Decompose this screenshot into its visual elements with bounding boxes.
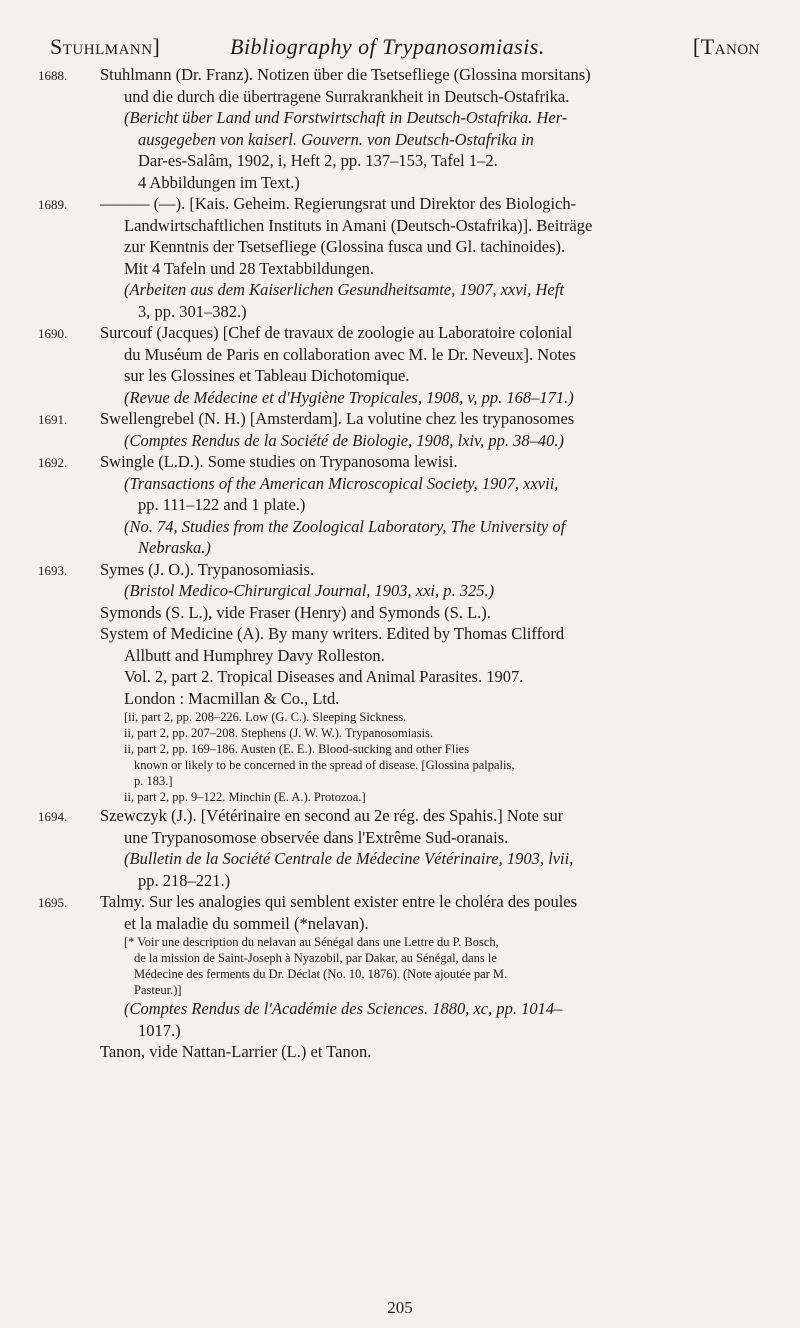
entry-line: Stuhlmann (Dr. Franz). Notizen über die Tsetsefliege (Glossina morsitans) (100, 65, 591, 84)
entry-note: Pasteur.)] (134, 983, 182, 997)
header-title: Bibliography of Trypanosomiasis. (230, 34, 545, 59)
entry-line: et la maladie du sommeil (*nelavan). (124, 913, 369, 933)
entry-line: (Transactions of the American Microscopical Society, 1907, xxvii, (124, 473, 559, 493)
entry-line: Tanon, vide Nattan-Larrier (L.) et Tanon. (100, 1042, 372, 1061)
entry-1690 (38, 322, 758, 408)
entry-line: 3, pp. 301–382.) (138, 301, 247, 321)
entry-line: System of Medicine (A). By many writers. Edited by Thomas Clifford (100, 624, 565, 643)
entry-number: 1688. (38, 68, 68, 83)
entry-line: (Comptes Rendus de la Société de Biologie, 1908, lxiv, pp. 38–40.) (124, 430, 565, 450)
entry-line: (Bericht über Land und Forstwirtschaft in Deutsch-Ostafrika. Her- (124, 108, 568, 127)
entry-line: ausgegeben von kaiserl. Gouvern. von Deutsch-Ostafrika in (138, 129, 534, 149)
entry-number: 1691. (38, 412, 68, 427)
entry-number: 1694. (38, 809, 68, 824)
bibliography-list (38, 64, 758, 1063)
entry-1695 (38, 891, 758, 1041)
entry-1692 (38, 451, 758, 559)
entry-line: Vol. 2, part 2. Tropical Diseases and Animal Parasites. 1907. (124, 667, 524, 686)
entry-note: ii, part 2, pp. 207–208. Stephens (J. W. W.). Trypanosomiasis. (124, 726, 434, 740)
entry-line: Swellengrebel (N. H.) [Amsterdam]. La volutine chez les trypanosomes (100, 409, 575, 428)
entry-number: 1695. (38, 895, 68, 910)
entry-line: und die durch die übertragene Surrakrankheit in Deutsch-Ostafrika. (124, 86, 570, 106)
header-right: [Tanon (692, 34, 760, 59)
entry-line: (Revue de Médecine et d'Hygiène Tropicales, 1908, v, pp. 168–171.) (124, 387, 574, 407)
entry-symonds (38, 602, 758, 624)
entry-note: ii, part 2, pp. 169–186. Austen (E. E.). Blood-sucking and other Flies (124, 742, 470, 756)
entry-line: pp. 111–122 and 1 plate.) (138, 495, 306, 514)
entry-1688 (38, 64, 758, 193)
entry-note: [* Voir une description du nelavan au Sénégal dans une Lettre du P. Bosch, (124, 935, 499, 949)
entry-tanon (38, 1041, 758, 1063)
entry-line: Symes (J. O.). Trypanosomiasis. (100, 559, 315, 579)
entry-note: de la mission de Saint-Joseph à Nyazobil, par Dakar, au Sénégal, dans le (134, 951, 497, 965)
entry-line: Dar-es-Salâm, 1902, i, Heft 2, pp. 137–153, Tafel 1–2. (138, 151, 498, 170)
header-left: Stuhlmann] (50, 34, 161, 59)
entry-line: Mit 4 Tafeln und 28 Textabbildungen. (124, 258, 375, 278)
entry-note: Médecine des ferments du Dr. Déclat (No. 10, 1876). (Note ajoutée par M. (134, 967, 508, 981)
entry-number: 1689. (38, 197, 68, 212)
entry-line: zur Kenntnis der Tsetsefliege (Glossina fusca und Gl. tachinoides). (124, 237, 566, 256)
running-header (50, 34, 760, 64)
entry-note: [ii, part 2, pp. 208–226. Low (G. C.). Sleeping Sickness. (124, 710, 407, 724)
entry-line: Surcouf (Jacques) [Chef de travaux de zoologie au Laboratoire colonial (100, 323, 573, 342)
entry-number: 1692. (38, 455, 68, 470)
page-number: 205 (387, 1298, 413, 1317)
entry-line: Swingle (L.D.). Some studies on Trypanosoma lewisi. (100, 452, 458, 471)
entry-line: Allbutt and Humphrey Davy Rolleston. (124, 645, 385, 665)
entry-number: 1690. (38, 326, 68, 341)
entry-line: du Muséum de Paris en collaboration avec M. le Dr. Neveux]. Notes (124, 344, 576, 364)
entry-line: Nebraska.) (138, 538, 211, 557)
entry-number: 1693. (38, 562, 68, 578)
entry-line: ——— (—). [Kais. Geheim. Regierungsrat und Direktor des Biologich- (100, 194, 577, 213)
entry-note: ii, part 2, pp. 9–122. Minchin (E. A.). Protozoa.] (124, 790, 366, 804)
entry-line: Szewczyk (J.). [Vétérinaire en second au 2e rég. des Spahis.] Note sur (100, 806, 564, 825)
entry-line: 1017.) (138, 1020, 181, 1040)
entry-line: (Comptes Rendus de l'Académie des Sciences. 1880, xc, pp. 1014– (124, 999, 563, 1018)
entry-line: Landwirtschaftlichen Instituts in Amani (Deutsch-Ostafrika)]. Beiträge (124, 215, 593, 235)
entry-line: Symonds (S. L.), vide Fraser (Henry) and Symonds (S. L.). (100, 602, 491, 622)
entry-1694 (38, 805, 758, 891)
entry-line: sur les Glossines et Tableau Dichotomique. (124, 366, 410, 385)
entry-system-of-medicine (38, 623, 758, 805)
entry-line: (Arbeiten aus dem Kaiserlichen Gesundheitsamte, 1907, xxvi, Heft (124, 280, 564, 299)
entry-1689 (38, 193, 758, 322)
entry-note: p. 183.] (134, 774, 173, 788)
entry-1691 (38, 408, 758, 451)
entry-line: Talmy. Sur les analogies qui semblent exister entre le choléra des poules (100, 892, 578, 911)
entry-line: (Bristol Medico-Chirurgical Journal, 1903, xxi, p. 325.) (124, 581, 495, 600)
entry-line: pp. 218–221.) (138, 870, 231, 890)
entry-1693 (38, 559, 758, 602)
entry-line: une Trypanosomose observée dans l'Extrême Sud-oranais. (124, 827, 509, 847)
entry-line: 4 Abbildungen im Text.) (138, 172, 300, 192)
entry-line: (Bulletin de la Société Centrale de Médecine Vétérinaire, 1903, lvii, (124, 849, 574, 868)
entry-line: London : Macmillan & Co., Ltd. (124, 688, 340, 708)
entry-note: known or likely to be concerned in the spread of disease. [Glossina palpalis, (134, 758, 515, 772)
entry-line: (No. 74, Studies from the Zoological Laboratory, The University of (124, 516, 566, 536)
